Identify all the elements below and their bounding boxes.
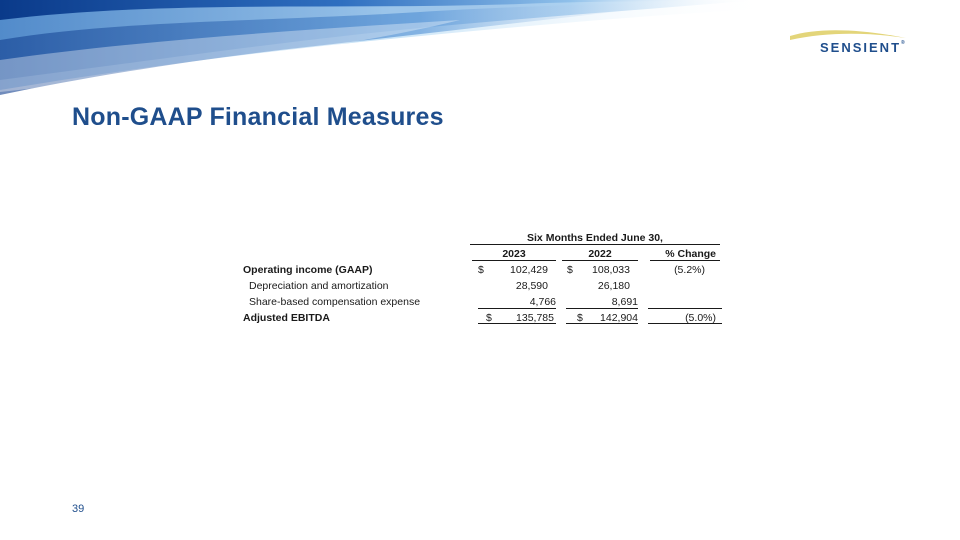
logo-trademark: ® <box>901 40 905 46</box>
currency-symbol: $ <box>567 264 573 276</box>
value-change: (5.0%) <box>685 312 716 324</box>
column-underline <box>562 260 638 261</box>
row-label-depreciation: Depreciation and amortization <box>249 280 389 292</box>
period-header-underline <box>470 244 720 245</box>
row-label-adjusted-ebitda: Adjusted EBITDA <box>243 312 330 324</box>
row-label-operating-income: Operating income (GAAP) <box>243 264 373 276</box>
page-title: Non-GAAP Financial Measures <box>72 103 444 131</box>
total-underline <box>478 323 556 324</box>
value-2022: 26,180 <box>597 280 630 292</box>
column-header-change: % Change <box>665 248 716 260</box>
value-change: (5.2%) <box>674 264 705 276</box>
value-2023: 135,785 <box>516 312 554 324</box>
value-2023: 102,429 <box>510 264 548 276</box>
currency-symbol: $ <box>486 312 492 324</box>
currency-symbol: $ <box>478 264 484 276</box>
total-underline <box>566 323 638 324</box>
total-underline <box>648 323 722 324</box>
subtotal-underline <box>478 308 556 309</box>
column-header-2023: 2023 <box>502 248 526 260</box>
row-label-share-based-comp: Share-based compensation expense <box>249 296 421 308</box>
value-2022: 142,904 <box>600 312 638 324</box>
subtotal-underline <box>648 308 722 309</box>
period-header: Six Months Ended June 30, <box>527 232 663 244</box>
column-header-2022: 2022 <box>588 248 612 260</box>
value-2022: 108,033 <box>592 264 630 276</box>
value-2023: 28,590 <box>515 280 548 292</box>
value-2023: 4,766 <box>529 296 556 308</box>
column-underline <box>472 260 556 261</box>
value-2022: 8,691 <box>611 296 638 308</box>
subtotal-underline <box>566 308 638 309</box>
currency-symbol: $ <box>577 312 583 324</box>
logo-text: SENSIENT <box>820 40 902 55</box>
page-number: 39 <box>72 503 85 515</box>
column-underline <box>650 260 720 261</box>
